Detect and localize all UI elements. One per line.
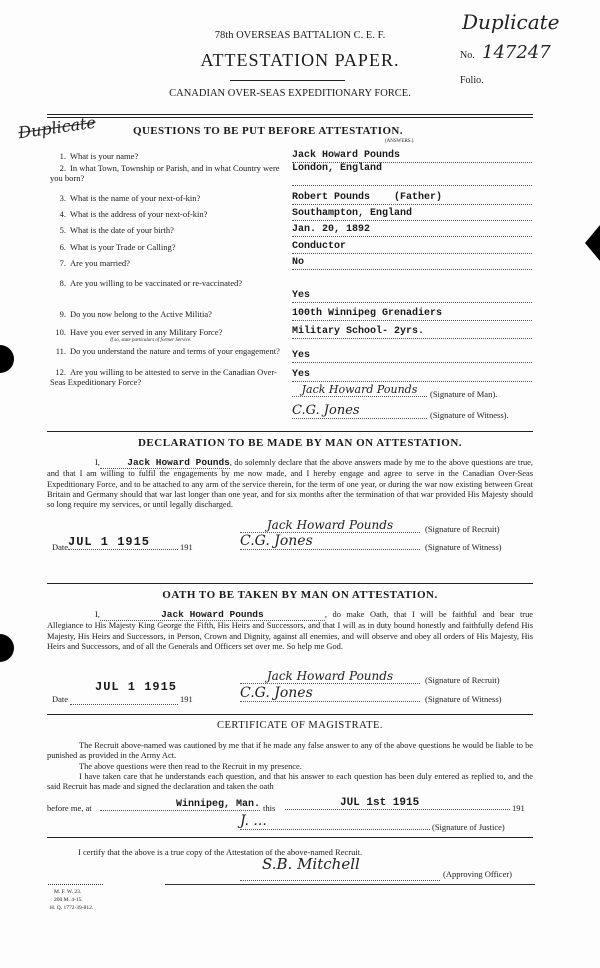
document-title: ATTESTATION PAPER.: [200, 50, 400, 70]
serial-number: 147247: [482, 42, 551, 63]
question-number: 2.: [59, 163, 66, 173]
form-code: H. Q. 1772-39-812.: [50, 905, 94, 911]
question-text: In what Town, Township or Parish, and in what Country were you born?: [50, 163, 280, 183]
answer-11: Yes: [292, 350, 532, 363]
question-number: 3.: [59, 193, 66, 203]
oath-i: I,: [95, 610, 100, 619]
declaration-name: Jack Howard Pounds: [100, 458, 230, 469]
questions-heading: QUESTIONS TO BE PUT BEFORE ATTESTATION.: [133, 125, 403, 137]
answer-8: Yes: [292, 290, 532, 303]
true-copy-statement: I certify that the above is a true copy of the Attestation of the above-named Recruit.: [78, 847, 363, 857]
signature-of-justice-label: (Signature of Justice): [432, 822, 505, 832]
oath-signature-witness: C.G. Jones: [240, 685, 420, 702]
question-text: Do you understand the nature and terms of your engagement?: [70, 346, 280, 356]
declaration-body: , do solemnly declare that the above answers made by me to the above questions are true, and that I am willing to fulfil the engagements by me now made, and I hereby engage and agree to serve in the Canadian Over-Seas Expeditionary Force, and to be attached to any arm of the service therein, for the term of one year, or during the war now existing between Great Britain and Germany should that war last longer than one year, and for six months after the termination of that war provided His Majesty should so long require my services, or until legally discharged.: [47, 458, 533, 510]
question-number: 11.: [55, 346, 66, 356]
declaration-heading: DECLARATION TO BE MADE BY MAN ON ATTESTATION.: [137, 437, 463, 449]
question-10: [50, 327, 280, 344]
battalion-title: 78th OVERSEAS BATTALION C. E. F.: [214, 30, 386, 41]
folio-label: Folio.: [460, 75, 484, 86]
oath-signature-witness-label: (Signature of Witness): [425, 694, 502, 704]
declaration-signature-witness: C.G. Jones: [240, 533, 420, 550]
question-8: [50, 275, 280, 292]
question-5: [50, 225, 280, 235]
form-code: M. F. W. 23.: [54, 889, 82, 895]
punch-hole: [0, 634, 14, 662]
duplicate-stamp: Duplicate: [17, 112, 97, 143]
signature-of-witness-label: (Signature of Witness).: [430, 410, 509, 420]
answer-2: London, England: [292, 163, 532, 186]
answer-3: Robert Pounds (Father): [292, 192, 532, 205]
oath-body: , do make Oath, that I will be faithful and bear true Allegiance to His Majesty King George the Fifth, His Heirs and Successors, and that I will as in duty bound honestly and faithfully defend His Majesty, His Heirs and Successors, in Person, Crown and Dignity, against all enemies, and will observe and obey all orders of His Majesty, His Heirs and Successors, and of all the Generals and Officers set over me. So help me God.: [47, 610, 533, 651]
question-text: What is your Trade or Calling?: [70, 242, 176, 252]
answer-10: Military School- 2yrs.: [292, 326, 532, 339]
certificate-paragraph-1: The Recruit above-named was cautioned by me that if he made any false answer to any of the above questions he would be liable to be punished as provided in the Army Act.: [47, 741, 533, 761]
declaration-signature-recruit-label: (Signature of Recruit): [425, 524, 500, 534]
form-codes: [50, 888, 93, 912]
certificate-place: Winnipeg, Man.: [100, 799, 260, 811]
section-divider: [47, 837, 533, 838]
declaration-signature-witness-label: (Signature of Witness): [425, 542, 502, 552]
question-9: [50, 309, 280, 319]
question-text: Are you willing to be vaccinated or re-vaccinated?: [70, 278, 243, 288]
question-10-note: If so, state particulars of former Service.: [110, 338, 192, 343]
certificate-year-prefix: 191: [512, 803, 525, 813]
declaration-date-stamp: JUL 1 1915: [68, 535, 178, 550]
answer-6: Conductor: [292, 241, 532, 254]
answer-9: 100th Winnipeg Grenadiers: [292, 308, 532, 321]
declaration-text: [47, 458, 533, 510]
answer-5: Jan. 20, 1892: [292, 224, 532, 237]
question-text: What is the name of your next-of-kin?: [70, 193, 201, 203]
question-number: 5.: [59, 225, 66, 235]
question-number: 1.: [59, 151, 66, 161]
signature-of-justice: J. ...: [240, 813, 430, 830]
oath-signature-recruit-label: (Signature of Recruit): [425, 675, 500, 685]
title-divider: [230, 80, 345, 81]
question-text: What is the address of your next-of-kin?: [70, 209, 208, 219]
question-number: 10.: [55, 327, 66, 337]
signature-of-man: Jack Howard Pounds: [292, 383, 427, 397]
answers-label: (ANSWERS.): [385, 139, 414, 144]
force-title: CANADIAN OVER-SEAS EXPEDITIONARY FORCE.: [169, 88, 411, 99]
section-divider: [47, 714, 533, 715]
question-text: Do you now belong to the Active Militia?: [70, 309, 212, 319]
signature-of-man-label: (Signature of Man).: [430, 389, 498, 399]
certificate-paragraph-2: The above questions were then read to the Recruit in my presence.: [79, 761, 302, 771]
oath-name: Jack Howard Pounds: [100, 610, 325, 621]
approving-officer-label: (Approving Officer): [443, 869, 513, 879]
oath-year-prefix: 191: [180, 694, 193, 704]
header-double-rule-top: [47, 114, 533, 115]
answer-4: Southampton, England: [292, 208, 532, 221]
section-divider: [47, 583, 533, 584]
certificate-heading: CERTIFICATE OF MAGISTRATE.: [216, 720, 384, 731]
certificate-paragraph-3: I have taken care that he understands each question, and that his answer to each question has been duly entered as replied to, and the said Recruit has made and signed the declaration and taken the oath: [47, 771, 533, 792]
question-number: 7.: [59, 258, 66, 268]
declaration-signature-recruit: Jack Howard Pounds: [240, 518, 420, 533]
answer-12: Yes: [292, 369, 532, 382]
approving-officer-line: [240, 880, 440, 881]
question-text: Are you willing to be attested to serve in the Canadian Over-Seas Expeditionary Force?: [50, 367, 277, 387]
question-2: [50, 163, 280, 183]
duplicate-handwritten: Duplicate: [462, 10, 560, 34]
oath-signature-recruit: Jack Howard Pounds: [240, 669, 420, 684]
footer-rule: [48, 884, 103, 885]
question-number: 9.: [59, 309, 66, 319]
question-text: What is the date of your birth?: [70, 225, 174, 235]
question-11: [50, 346, 280, 356]
question-1: [50, 151, 280, 161]
oath-date-line: [70, 704, 178, 705]
question-3: [50, 193, 280, 203]
question-text: Are you married?: [70, 258, 130, 268]
bottom-rule: [165, 884, 535, 885]
question-7: [50, 258, 280, 268]
oath-text: [47, 610, 533, 652]
oath-date-stamp: JUL 1 1915: [95, 680, 178, 694]
question-number: 12.: [55, 367, 66, 377]
certificate-text: [47, 741, 533, 792]
certificate-day: JUL 1st 1915: [285, 797, 510, 810]
question-number: 6.: [59, 242, 66, 252]
declaration-year-prefix: 191: [180, 542, 193, 552]
header-double-rule-bottom: [47, 117, 533, 118]
signature-of-witness: C.G. Jones: [292, 403, 427, 419]
before-me-label: before me, at: [47, 803, 92, 813]
answer-7: No: [292, 257, 532, 270]
question-4: [50, 209, 280, 219]
form-code: 200 M. 4-15.: [54, 897, 83, 903]
scan-edge-mark: [585, 225, 600, 261]
section-divider: [47, 431, 533, 432]
question-text: Have you ever served in any Military Force?: [70, 327, 223, 337]
declaration-i: I,: [95, 458, 100, 467]
question-number: 8.: [59, 278, 66, 288]
question-number: 4.: [59, 209, 66, 219]
answer-1: Jack Howard Pounds: [292, 150, 532, 163]
approving-officer-signature: S.B. Mitchell: [262, 855, 360, 873]
declaration-date-label: Date: [52, 542, 69, 552]
question-text: What is your name?: [70, 151, 139, 161]
question-12: [50, 367, 280, 387]
oath-heading: OATH TO BE TAKEN BY MAN ON ATTESTATION.: [162, 589, 438, 601]
oath-date-label: Date: [52, 694, 69, 704]
this-label: this: [263, 803, 276, 813]
question-6: [50, 242, 280, 252]
punch-hole: [0, 345, 14, 373]
serial-number-label: No.: [460, 50, 475, 61]
